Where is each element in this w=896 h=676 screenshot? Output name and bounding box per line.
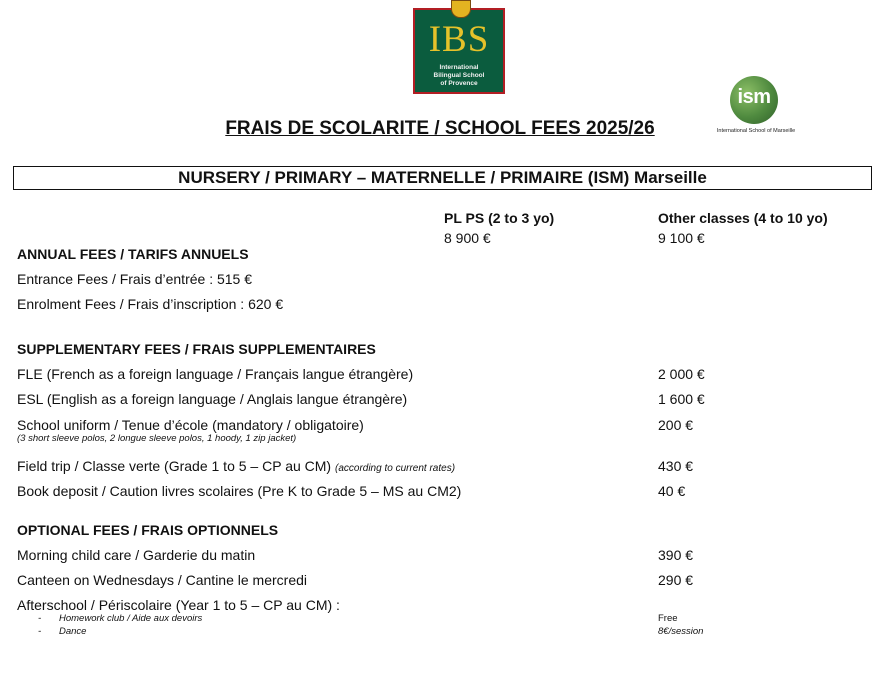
tuition-col2-value: 9 100 €: [658, 230, 705, 246]
optional-fees-heading: OPTIONAL FEES / FRAIS OPTIONNELS: [17, 522, 279, 538]
ibs-logo-letters: IBS: [428, 19, 490, 60]
uniform-label: School uniform / Tenue d’école (mandatory / obligatoire): [17, 417, 364, 433]
homework-club-label: Homework club / Aide aux devoirs: [59, 613, 203, 624]
canteen-label: Canteen on Wednesdays / Cantine le mercredi: [17, 572, 308, 588]
tuition-col1-value: 8 900 €: [444, 230, 491, 246]
book-deposit-label: Book deposit / Caution livres scolaires (Pre K to Grade 5 – MS au CM2): [17, 483, 462, 499]
esl-label: ESL (English as a foreign language / Anglais langue étrangère): [17, 391, 408, 407]
enrolment-fees: Enrolment Fees / Frais d’inscription : 620 €: [17, 296, 284, 312]
dance-value: 8€/session: [658, 626, 704, 637]
ism-logo-letters: ism: [737, 86, 771, 108]
dance-label: Dance: [59, 626, 87, 637]
ibs-logo-line-2: Bilingual School: [433, 72, 485, 79]
afterschool-bullet-2: -: [38, 626, 42, 637]
fle-value: 2 000 €: [658, 366, 705, 382]
esl-value: 1 600 €: [658, 391, 705, 407]
uniform-note: (3 short sleeve polos, 2 longue sleeve polos, 1 hoody, 1 zip jacket): [17, 433, 297, 444]
morning-care-label: Morning child care / Garderie du matin: [17, 547, 256, 563]
crest-icon: [451, 0, 471, 18]
tuition-col1-header: PL PS (2 to 3 yo): [444, 210, 555, 226]
morning-care-value: 390 €: [658, 547, 694, 563]
entrance-fees: Entrance Fees / Frais d’entrée : 515 €: [17, 271, 253, 287]
afterschool-label: Afterschool / Périscolaire (Year 1 to 5 – CP au CM) :: [17, 597, 340, 613]
supplementary-fees-heading: SUPPLEMENTARY FEES / FRAIS SUPPLEMENTAIRES: [17, 341, 376, 357]
ibs-logo-line-1: International: [439, 64, 479, 71]
annual-fees-heading: ANNUAL FEES / TARIFS ANNUELS: [17, 246, 249, 262]
field-trip-row: [17, 458, 455, 477]
field-trip-note: (according to current rates): [334, 463, 456, 474]
field-trip-label: Field trip / Classe verte (Grade 1 to 5 – CP au CM): [17, 458, 332, 474]
uniform-value: 200 €: [658, 417, 694, 433]
ibs-logo: [413, 8, 505, 94]
ism-logo-caption: International School of Marseille: [716, 128, 796, 134]
canteen-value: 290 €: [658, 572, 694, 588]
ibs-logo-line-3: of Provence: [440, 80, 478, 87]
page-title: FRAIS DE SCOLARITE / SCHOOL FEES 2025/26: [225, 118, 655, 139]
fle-label: FLE (French as a foreign language / Français langue étrangère): [17, 366, 414, 382]
tuition-col2-header: Other classes (4 to 10 yo): [658, 210, 828, 226]
globe-icon: [730, 76, 778, 124]
ibs-logo-subtitle: [415, 64, 503, 88]
book-deposit-value: 40 €: [658, 483, 686, 499]
afterschool-bullet-1: -: [38, 613, 42, 624]
homework-club-value: Free: [658, 613, 678, 624]
section-header: NURSERY / PRIMARY – MATERNELLE / PRIMAIRE (ISM) Marseille: [13, 166, 872, 190]
field-trip-value: 430 €: [658, 458, 694, 474]
